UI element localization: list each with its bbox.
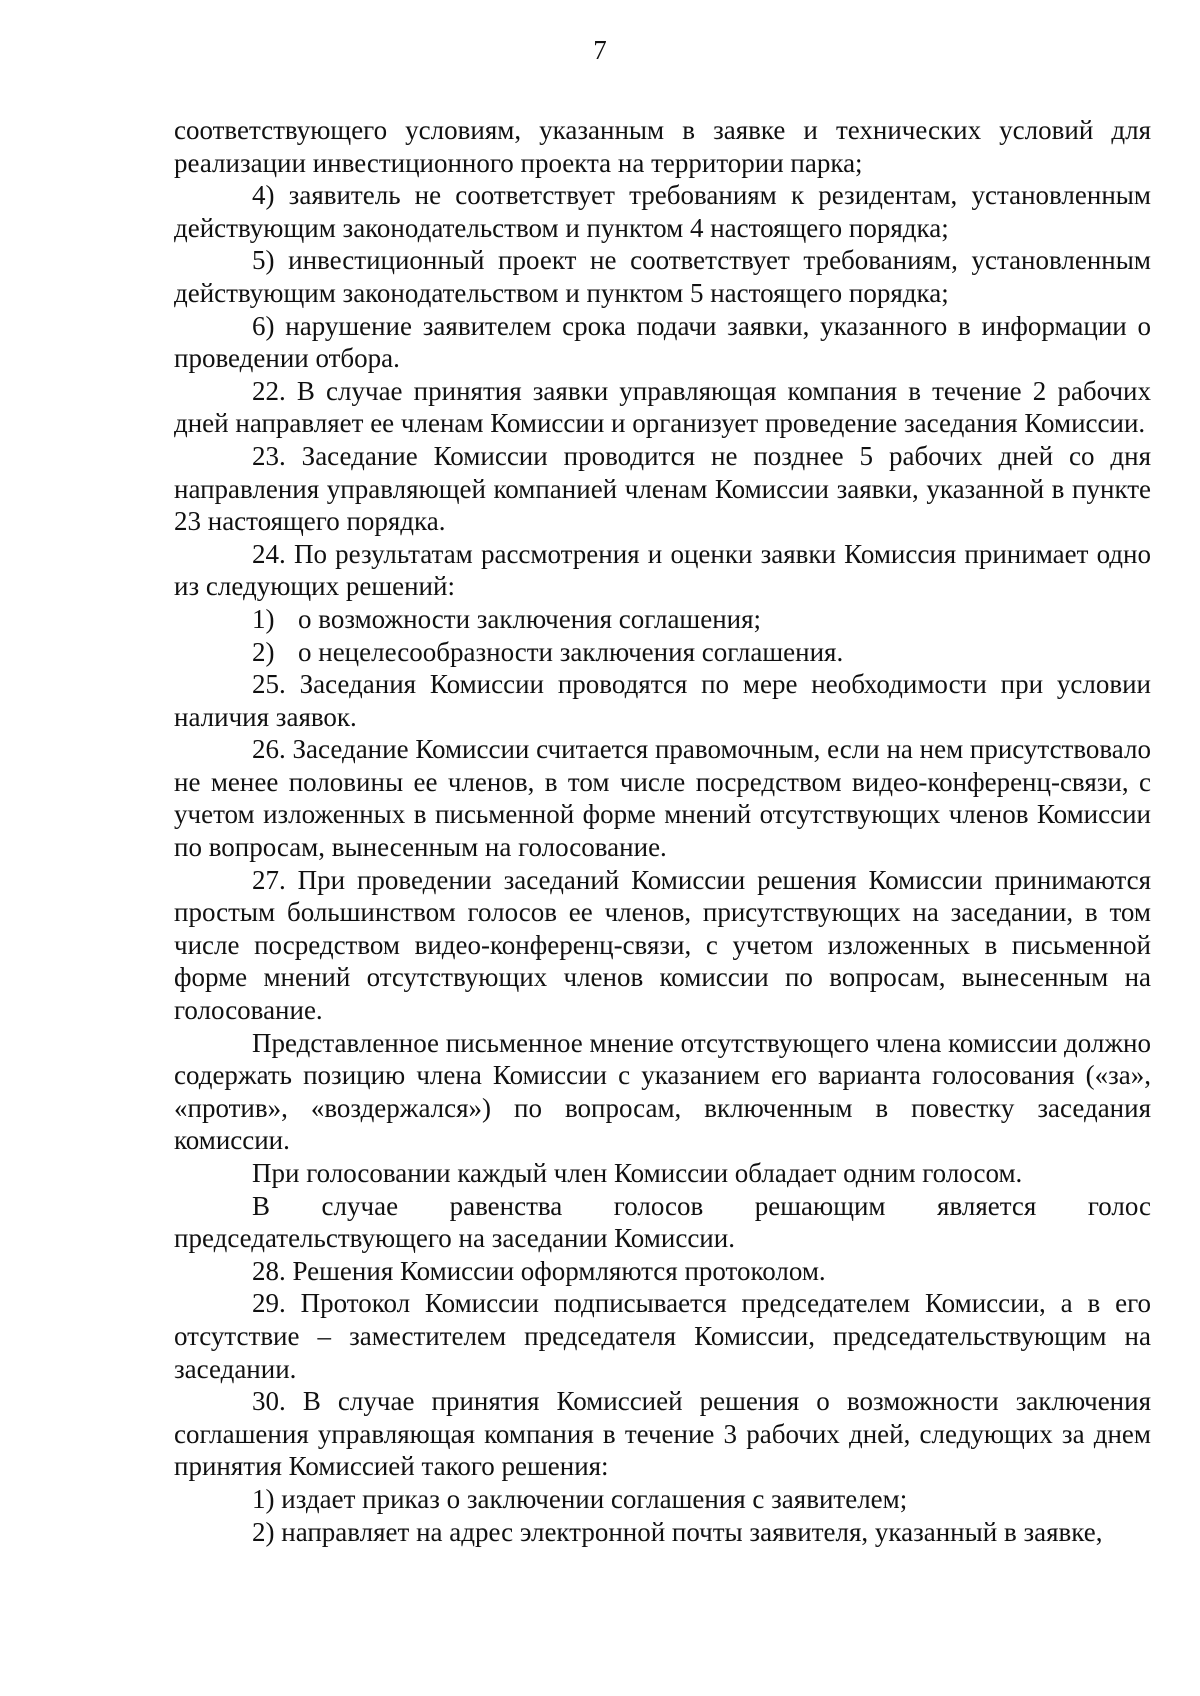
paragraph-25: 25. Заседания Комиссии проводятся по мере необходимости при условии наличия заявок.	[174, 669, 1151, 732]
paragraph-26: 26. Заседание Комиссии считается правомочным, если на нем присутствовало не менее половины ее членов, в том числе посредством видео-конференц-связи, с учетом изложенных в письменной форме мнений отсутствующих членов Комиссии по вопросам, вынесенным на голосование.	[174, 734, 1151, 863]
decision-option-number: 1)	[252, 603, 275, 634]
paragraph-23: 23. Заседание Комиссии проводится не позднее 5 рабочих дней со дня направления управляющей компанией членам Комиссии заявки, указанной в пункте 23 настоящего порядка.	[174, 440, 1151, 537]
paragraph-equal-votes: В случае равенства голосов решающим является голос председательствующего на заседании Комиссии.	[174, 1190, 1151, 1254]
paragraph-29: 29. Протокол Комиссии подписывается председателем Комиссии, а в его отсутствие – заместителем председателя Комиссии, председательствующим на заседании.	[174, 1288, 1151, 1384]
decision-option-text: о возможности заключения соглашения;	[298, 603, 762, 634]
paragraph-item-5: 5) инвестиционный проект не соответствует требованиям, установленным действующим законодательством и пунктом 5 настоящего порядка;	[174, 245, 1151, 308]
paragraph-27: 27. При проведении заседаний Комиссии решения Комиссии принимаются простым большинством голосов ее членов, присутствующих на заседании, в том числе посредством видео-конференц-связи, с учетом изложенных в письменной форме мнений отсутствующих членов комиссии по вопросам, вынесенным на голосование.	[174, 864, 1151, 1026]
decision-option-number: 2)	[252, 636, 275, 667]
paragraph-item-6: 6) нарушение заявителем срока подачи заявки, указанного в информации о проведении отбора.	[174, 310, 1151, 374]
paragraph-22: 22. В случае принятия заявки управляющая компания в течение 2 рабочих дней направляет ее членам Комиссии и организует проведение заседания Комиссии.	[174, 375, 1151, 439]
page-number: 7	[593, 35, 607, 65]
paragraph-30: 30. В случае принятия Комиссией решения о возможности заключения соглашения управляющая компания в течение 3 рабочих дней, следующих за днем принятия Комиссией такого решения:	[174, 1386, 1151, 1482]
paragraph-continuation: соответствующего условиям, указанным в заявке и технических условий для реализации инвестиционного проекта на территории парка;	[174, 115, 1151, 178]
decision-option-2	[174, 636, 1151, 669]
document-body	[174, 114, 1151, 1548]
paragraph-written-opinion: Представленное письменное мнение отсутствующего члена комиссии должно содержать позицию члена Комиссии с указанием его варианта голосования («за», «против», «воздержался») по вопросам, включенным в повестку заседания комиссии.	[174, 1027, 1151, 1156]
paragraph-30-item-1: 1) издает приказ о заключении соглашения с заявителем;	[252, 1483, 908, 1514]
paragraph-28: 28. Решения Комиссии оформляются протоколом.	[252, 1255, 826, 1286]
decision-option-text: о нецелесообразности заключения соглашения.	[298, 636, 844, 667]
paragraph-30-item-2: 2) направляет на адрес электронной почты заявителя, указанный в заявке,	[252, 1516, 1103, 1547]
decision-option-1	[174, 603, 1151, 636]
paragraph-24: 24. По результатам рассмотрения и оценки заявки Комиссия принимает одно из следующих решений:	[174, 538, 1151, 602]
paragraph-item-4: 4) заявитель не соответствует требованиям к резидентам, установленным действующим законодательством и пунктом 4 настоящего порядка;	[174, 180, 1151, 243]
paragraph-one-vote: При голосовании каждый член Комиссии обладает одним голосом.	[252, 1158, 1023, 1188]
